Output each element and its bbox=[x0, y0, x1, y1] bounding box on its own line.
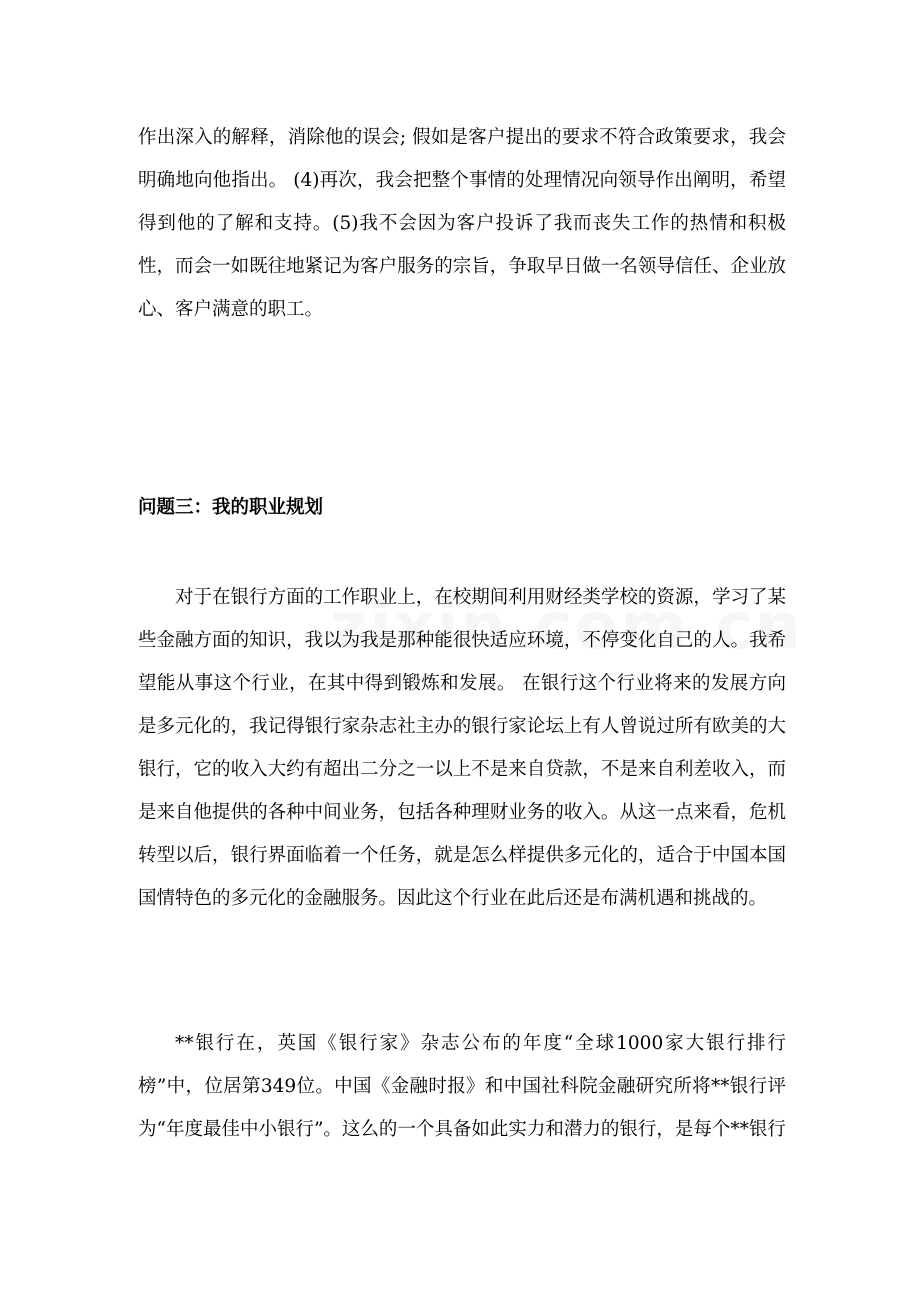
paragraph-complaint-handling: 作出深入的解释，消除他的误会; 假如是客户提出的要求不符合政策要求，我会明确地向他指出。 (4)再次，我会把整个事情的处理情况向领导作出阐明，希望得到他的了解和支持。(5)我不会因为客户投诉了我而丧失工作的热情和积极性，而会一如既往地紧记为客户服务的宗旨，争取早日做一名领导信任、企业放心、客户满意的职工。 bbox=[138, 127, 786, 320]
paragraph-bank-ranking: **银行在，英国《银行家》杂志公布的年度“全球1000家大银行排行榜”中，位居第349位。中国《金融时报》和中国社科院金融研究所将**银行评为“年度最佳中小银行”。这么的一个具备如此实力和潜力的银行，是每个**银行 bbox=[138, 1033, 786, 1140]
section-heading-career-plan: 问题三：我的职业规划 bbox=[138, 497, 324, 518]
paragraph-career-plan: 对于在银行方面的工作职业上，在校期间利用财经类学校的资源，学习了某些金融方面的知识，我以为我是那种能很快适应环境，不停变化自己的人。我希望能从事这个行业，在其中得到锻炼和发展。 在银行这个行业将来的发展方向是多元化的，我记得银行家杂志社主办的银行家论坛上有人曾说过所有欧美的大银行，它的收入大约有超出二分之一以上不是来自贷款，不是来自利差收入，而是来自他提供的各种中间业务，包括各种理财业务的收入。从这一点来看，危机转型以后，银行界面临着一个任务，就是怎么样提供多元化的，适合于中国本国国情特色的多元化的金融服务。因此这个行业在此后还是布满机遇和挑战的。 bbox=[138, 587, 786, 909]
